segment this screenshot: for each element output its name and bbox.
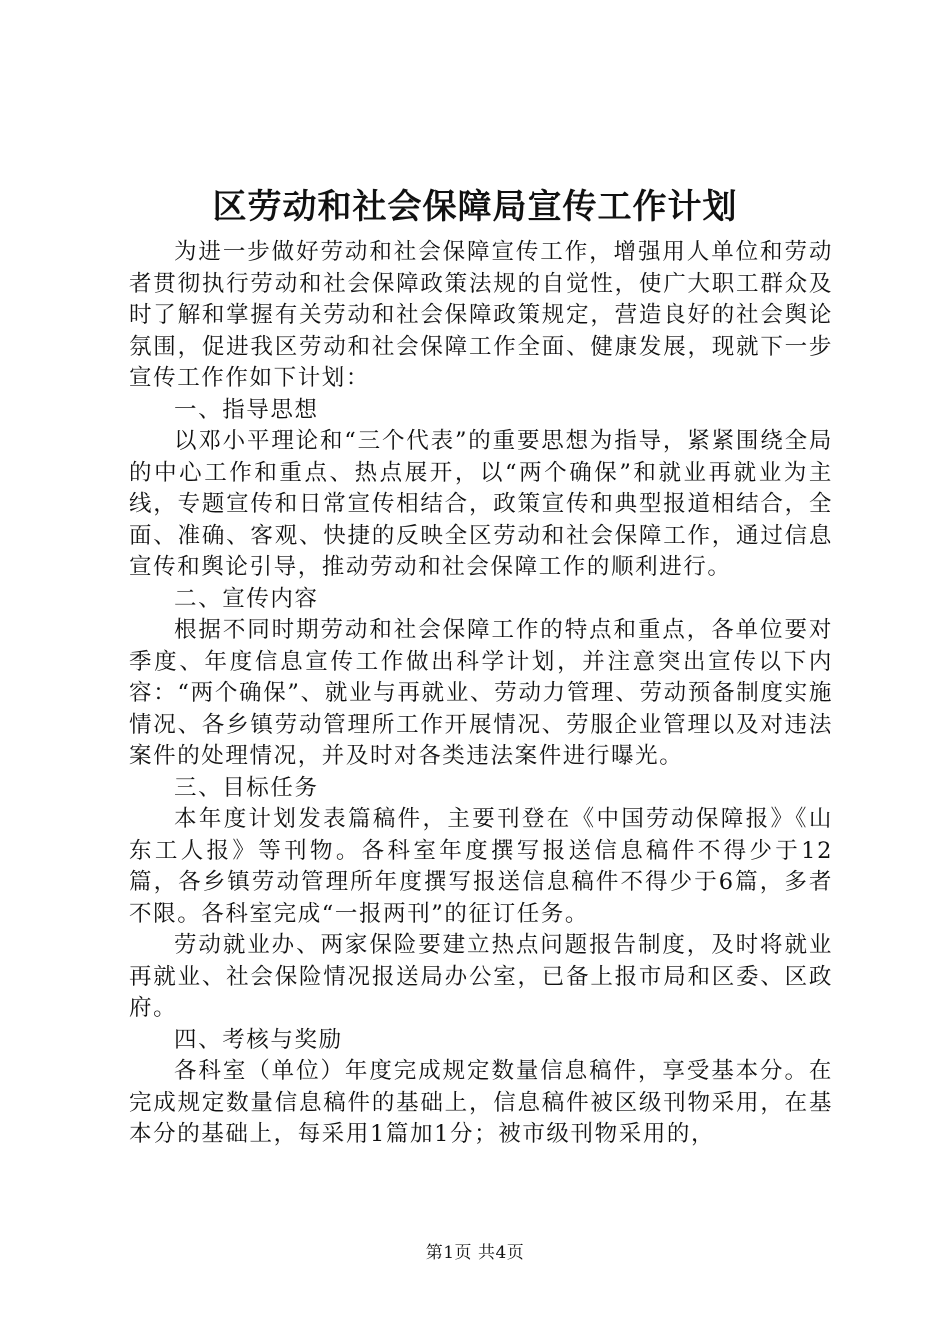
body-paragraph: 本年度计划发表篇稿件，主要刊登在《中国劳动保障报》《山东工人报》等刊物。各科室年度撰写报送信息稿件不得少于12篇，各乡镇劳动管理所年度撰写报送信息稿件不得少于6篇，多者不限。各科室完成“一报两刊”的征订任务。: [129, 806, 833, 927]
body-paragraph: 以邓小平理论和“三个代表”的重要思想为指导，紧紧围绕全局的中心工作和重点、热点展开，以“两个确保”和就业再就业为主线，专题宣传和日常宣传相结合，政策宣传和典型报道相结合，全面、准确、客观、快捷的反映全区劳动和社会保障工作，通过信息宣传和舆论引导，推动劳动和社会保障工作的顺利进行。: [129, 428, 833, 580]
section-heading-publicity-content: 二、宣传内容: [174, 585, 319, 612]
body-paragraph: 根据不同时期劳动和社会保障工作的特点和重点，各单位要对季度、年度信息宣传工作做出科学计划，并注意突出宣传以下内容：“两个确保”、就业与再就业、劳动力管理、劳动预备制度实施情况、各乡镇劳动管理所工作开展情况、劳服企业管理以及对违法案件的处理情况，并及时对各类违法案件进行曝光。: [129, 617, 833, 769]
document-body: [129, 237, 833, 1151]
section-heading-assessment-rewards: 四、考核与奖励: [174, 1026, 343, 1053]
section-heading-targets: 三、目标任务: [174, 774, 319, 801]
body-paragraph: 各科室（单位）年度完成规定数量信息稿件，享受基本分。在完成规定数量信息稿件的基础上，信息稿件被区级刊物采用，在基本分的基础上，每采用1篇加1分；被市级刊物采用的，: [129, 1058, 833, 1147]
body-paragraph: 劳动就业办、两家保险要建立热点问题报告制度，及时将就业再就业、社会保险情况报送局办公室，已备上报市局和区委、区政府。: [129, 932, 833, 1021]
intro-paragraph: 为进一步做好劳动和社会保障宣传工作，增强用人单位和劳动者贯彻执行劳动和社会保障政策法规的自觉性，使广大职工群众及时了解和掌握有关劳动和社会保障政策规定，营造良好的社会舆论氛围，促进我区劳动和社会保障工作全面、健康发展，现就下一步宣传工作作如下计划：: [129, 239, 833, 391]
section-heading-guiding-ideology: 一、指导思想: [174, 396, 319, 423]
page-number-footer: 第1页 共4页: [425, 1243, 525, 1263]
document-title: 区劳动和社会保障局宣传工作计划: [212, 187, 738, 227]
